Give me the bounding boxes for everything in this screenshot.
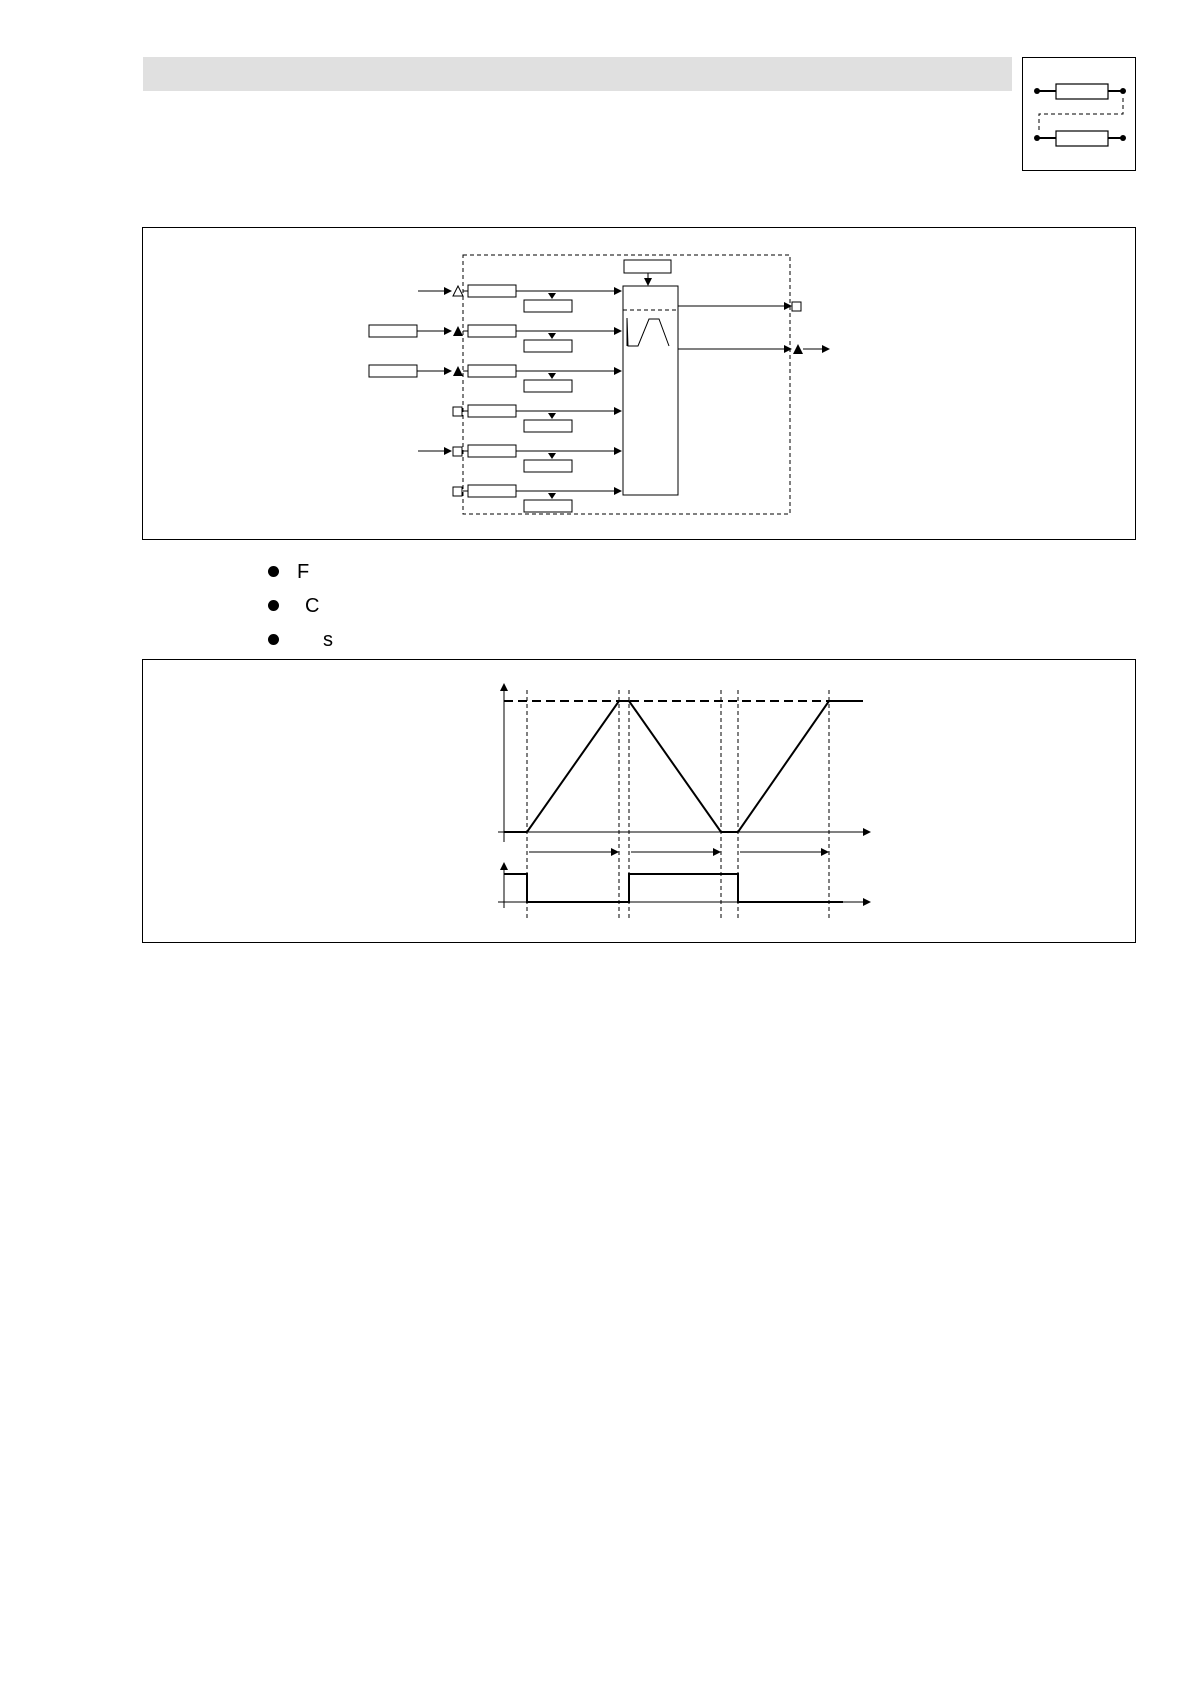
bullet-text: F <box>297 561 310 583</box>
bullet-text: C <box>305 595 320 617</box>
function-block-icon <box>1022 57 1136 171</box>
parameter-box <box>524 460 572 472</box>
parameter-arrow-icon <box>548 413 556 419</box>
filled-triangle-icon <box>453 366 463 376</box>
ramp-output-curve <box>504 701 863 832</box>
section-header-bar <box>143 57 1012 91</box>
parameter-box <box>524 380 572 392</box>
bullet-icon <box>268 634 279 645</box>
parameter-arrow-icon <box>548 453 556 459</box>
parameter-arrow-icon <box>548 293 556 299</box>
input-box <box>468 365 516 377</box>
time-markers <box>527 690 829 920</box>
open-square-icon <box>453 407 462 416</box>
bullet-icon <box>268 600 279 611</box>
open-triangle-icon <box>453 286 463 296</box>
input-box <box>468 485 516 497</box>
source-box <box>369 365 417 377</box>
block-diagram-frame <box>142 227 1136 540</box>
bullet-icon <box>268 566 279 577</box>
input-box <box>468 285 516 297</box>
list-item <box>268 555 968 589</box>
parameter-arrow-icon <box>548 493 556 499</box>
input-box <box>468 325 516 337</box>
bullet-list <box>268 555 968 657</box>
parameter-box <box>524 500 572 512</box>
parameter-arrow-icon <box>548 333 556 339</box>
parameter-box <box>524 300 572 312</box>
parameter-box <box>524 340 572 352</box>
top-parameter-box <box>624 260 671 273</box>
parameter-arrow-icon <box>548 373 556 379</box>
open-square-icon <box>453 487 462 496</box>
digital-signal <box>504 874 843 902</box>
open-square-icon <box>453 447 462 456</box>
list-item <box>268 589 968 623</box>
input-box <box>468 405 516 417</box>
timing-diagram-frame <box>142 659 1136 943</box>
output-square-icon <box>792 302 801 311</box>
timing-diagram <box>143 660 1137 944</box>
list-item <box>268 623 968 657</box>
input-box <box>468 445 516 457</box>
source-box <box>369 325 417 337</box>
parameter-box <box>524 420 572 432</box>
block-diagram <box>143 228 1137 541</box>
ramp-function-block <box>623 286 678 495</box>
output-triangle-icon <box>793 344 803 354</box>
filled-triangle-icon <box>453 326 463 336</box>
bullet-text: s <box>323 629 333 651</box>
